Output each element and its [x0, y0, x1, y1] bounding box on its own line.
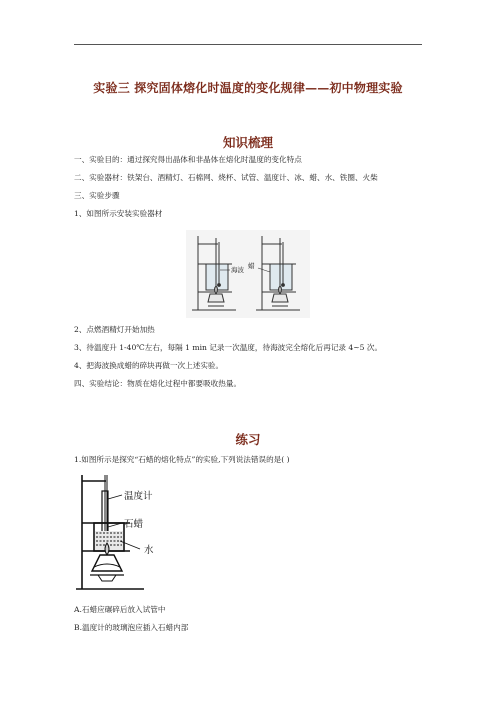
text-line: 三、实验步骤: [74, 191, 120, 200]
section-heading-practice: 练习: [235, 432, 261, 447]
question-text: 1.如图所示是探究“石蜡的熔化特点”的实验,下列说法错误的是( ): [74, 455, 290, 464]
label-wax: 石蜡: [124, 519, 144, 530]
text-line: 3、待温度升 1-40℃左右，每隔 1 min 记录一次温度，待海波完全熔化后再记录 4~5 次。: [74, 343, 383, 352]
text-line: 四、实验结论：物质在熔化过程中都要吸收热量。: [74, 379, 242, 388]
text-line: 4、把海波换成蜡的碎块再做一次上述实验。: [74, 361, 224, 370]
option-b: B.温度计的玻璃泡应插入石蜡内部: [74, 623, 189, 632]
text-line: 一、实验目的：通过探究得出晶体和非晶体在熔化时温度的变化特点: [74, 155, 302, 164]
fig1-label-haibo: 海波: [231, 266, 244, 274]
fig1-label-wax: 蜡: [248, 262, 255, 270]
page-title: 实验三 探究固体熔化时温度的变化规律——初中物理实验: [93, 81, 403, 95]
header-rule: [74, 44, 422, 45]
label-water: 水: [144, 545, 154, 556]
wax-melting-figure: [74, 471, 184, 597]
text-line: 二、实验器材：铁架台、酒精灯、石棉网、烧杯、试管、温度计、冰、蜡、水、铁圈、火柴: [74, 173, 378, 182]
experiment-setup-figure: [186, 230, 310, 318]
text-line: 1、如图所示安装实验器材: [74, 209, 163, 218]
label-thermometer: 温度计: [124, 491, 153, 502]
section-heading-knowledge: 知识梳理: [222, 135, 273, 150]
text-line: 2、点燃酒精灯开始加热: [74, 325, 155, 334]
option-a: A.石蜡应碾碎后放入试管中: [74, 605, 166, 614]
